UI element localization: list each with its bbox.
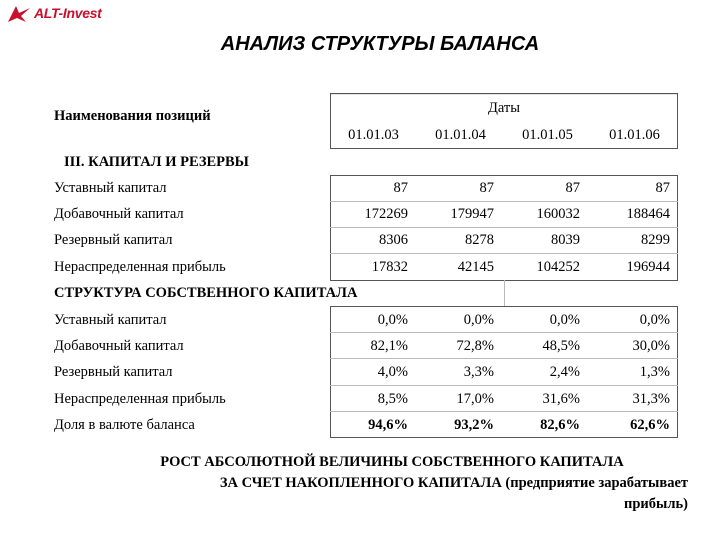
row-value: 17,0% <box>456 391 494 407</box>
row-value: 94,6% <box>368 417 408 433</box>
alt-invest-logo <box>6 4 126 24</box>
row-value: 87 <box>479 180 494 196</box>
row-value: 179947 <box>450 206 494 222</box>
section-equity-structure-title: СТРУКТУРА СОБСТВЕННОГО КАПИТАЛА <box>54 285 358 301</box>
row-value: 104252 <box>536 259 580 275</box>
row-value: 87 <box>393 180 408 196</box>
dates-column-header: Даты <box>487 100 521 116</box>
row-value: 31,3% <box>632 391 670 407</box>
row-value: 82,1% <box>370 338 408 354</box>
date-header-3: 01.01.05 <box>522 127 573 143</box>
row-value: 87 <box>565 180 580 196</box>
row-value: 8,5% <box>377 391 408 407</box>
row-label: Добавочный капитал <box>54 206 184 222</box>
row-value: 160032 <box>536 206 580 222</box>
row-label: Добавочный капитал <box>54 338 184 354</box>
row-value: 42145 <box>457 259 494 275</box>
row-value: 1,3% <box>639 364 670 380</box>
conclusion-line-2: ЗА СЧЕТ НАКОПЛЕННОГО КАПИТАЛА (предприятие зарабатывает <box>219 475 688 491</box>
row-value: 31,6% <box>542 391 580 407</box>
conclusion-text <box>96 452 688 515</box>
row-value: 0,0% <box>463 312 494 328</box>
row-label: Резервный капитал <box>54 232 173 248</box>
row-value: 0,0% <box>639 312 670 328</box>
row-value: 48,5% <box>542 338 580 354</box>
logo-star-icon <box>6 4 32 24</box>
row-label: Уставный капитал <box>54 180 167 196</box>
row-label: Резервный капитал <box>54 364 173 380</box>
date-header-2: 01.01.04 <box>435 127 486 143</box>
row-value: 0,0% <box>377 312 408 328</box>
row-value: 62,6% <box>630 417 670 433</box>
conclusion-line-3: прибыль) <box>624 496 688 512</box>
section-capital-reserves-title: III. КАПИТАЛ И РЕЗЕРВЫ <box>64 154 249 170</box>
row-value: 87 <box>655 180 670 196</box>
row-value: 188464 <box>626 206 670 222</box>
row-label: Нераспределенная прибыль <box>54 391 226 407</box>
row-value: 17832 <box>371 259 408 275</box>
row-value: 4,0% <box>377 364 408 380</box>
row-value: 8039 <box>551 232 580 248</box>
row-value: 82,6% <box>540 417 580 433</box>
date-header-4: 01.01.06 <box>609 127 660 143</box>
conclusion-line-1: РОСТ АБСОЛЮТНОЙ ВЕЛИЧИНЫ СОБСТВЕННОГО КАПИТАЛА <box>160 454 624 470</box>
row-value: 196944 <box>626 259 670 275</box>
row-value: 93,2% <box>454 417 494 433</box>
row-label: Нераспределенная прибыль <box>54 259 226 275</box>
date-header-1: 01.01.03 <box>348 127 399 143</box>
page-title: АНАЛИЗ СТРУКТУРЫ БАЛАНСА <box>220 33 540 55</box>
row-value: 30,0% <box>632 338 670 354</box>
row-label: Уставный капитал <box>54 312 167 328</box>
row-value: 0,0% <box>549 312 580 328</box>
row-value: 2,4% <box>549 364 580 380</box>
row-value: 8306 <box>379 232 408 248</box>
row-label: Доля в валюте баланса <box>54 417 195 433</box>
row-value: 72,8% <box>456 338 494 354</box>
row-value: 3,3% <box>463 364 494 380</box>
row-value: 8278 <box>465 232 494 248</box>
row-value: 172269 <box>364 206 408 222</box>
row-value: 8299 <box>641 232 670 248</box>
logo-text: ALT-Invest <box>34 5 102 21</box>
names-column-header: Наименования позиций <box>54 108 211 124</box>
